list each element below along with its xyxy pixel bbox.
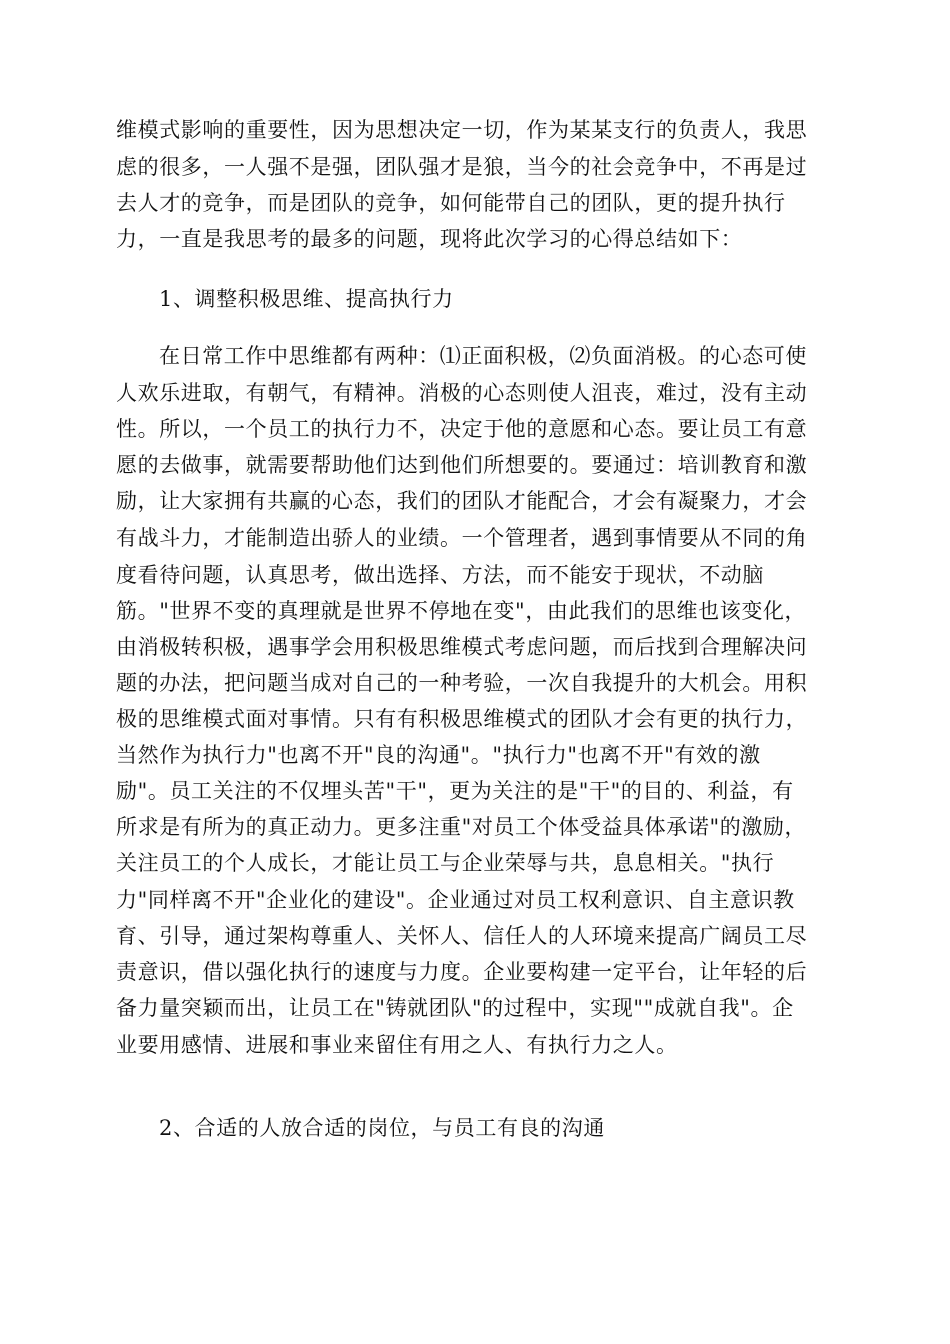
- paragraph-line: 备力量突颖而出，让员工在"铸就团队"的过程中，实现""成就自我"。企: [116, 996, 794, 1020]
- paragraph-line: 度看待问题，认真思考，做出选择、方法，而不能安于现状，不动脑: [116, 563, 764, 587]
- paragraph-line: 力，一直是我思考的最多的问题，现将此次学习的心得总结如下：: [116, 227, 743, 251]
- paragraph-line: 责意识，借以强化执行的速度与力度。企业要构建一定平台，让年轻的后: [116, 960, 808, 984]
- paragraph-line: 维模式影响的重要性，因为思想决定一切，作为某某支行的负责人，我思: [116, 118, 808, 142]
- paragraph-line: 题的办法，把问题当成对自己的一种考验，一次自我提升的大机会。用积: [116, 671, 808, 695]
- paragraph-line: 极的思维模式面对事情。只有有积极思维模式的团队才会有更的执行力，: [116, 707, 808, 731]
- paragraph-line: 由消极转积极，遇事学会用积极思维模式考虑问题，而后找到合理解决问: [116, 635, 808, 659]
- paragraph-line: 筋。"世界不变的真理就是世界不停地在变"，由此我们的思维也该变化，: [116, 599, 807, 623]
- paragraph-line: 虑的很多，一人强不是强，团队强才是狼，当今的社会竞争中，不再是过: [116, 155, 808, 179]
- paragraph-line: 有战斗力，才能制造出骄人的业绩。一个管理者，遇到事情要从不同的角: [116, 526, 808, 550]
- paragraph-line: 当然作为执行力"也离不开"良的沟通"。"执行力"也离不开"有效的激: [116, 743, 761, 767]
- paragraph-line: 励"。员工关注的不仅埋头苦"干"，更为关注的是"干"的目的、利益，有: [116, 779, 794, 803]
- paragraph-line: 性。所以，一个员工的执行力不，决定于他的意愿和心态。要让员工有意: [116, 417, 808, 441]
- paragraph-line: 人欢乐进取，有朝气，有精神。消极的心态则使人沮丧，难过，没有主动: [116, 381, 808, 405]
- paragraph-line: 去人才的竞争，而是团队的竞争，如何能带自己的团队，更的提升执行: [116, 191, 786, 215]
- paragraph-line: 励，让大家拥有共赢的心态，我们的团队才能配合，才会有凝聚力，才会: [116, 489, 808, 513]
- paragraph-line: 力"同样离不开"企业化的建设"。企业通过对员工权利意识、自主意识教: [116, 888, 795, 912]
- section-heading-1: 1、调整积极思维、提高执行力: [159, 287, 454, 311]
- paragraph-line: 愿的去做事，就需要帮助他们达到他们所想要的。要通过：培训教育和激: [116, 453, 808, 477]
- paragraph-line: 育、引导，通过架构尊重人、关怀人、信任人的人环境来提高广阔员工尽: [116, 924, 808, 948]
- paragraph-line: 在日常工作中思维都有两种：⑴正面积极，⑵负面消极。的心态可使: [159, 344, 807, 368]
- paragraph-line: 所求是有所为的真正动力。更多注重"对员工个体受益具体承诺"的激励，: [116, 815, 807, 839]
- paragraph-line: 业要用感情、进展和事业来留住有用之人、有执行力之人。: [116, 1033, 678, 1057]
- paragraph-line: 关注员工的个人成长，才能让员工与企业荣辱与共，息息相关。"执行: [116, 851, 775, 875]
- section-heading-2: 2、合适的人放合适的岗位，与员工有良的沟通: [159, 1116, 605, 1140]
